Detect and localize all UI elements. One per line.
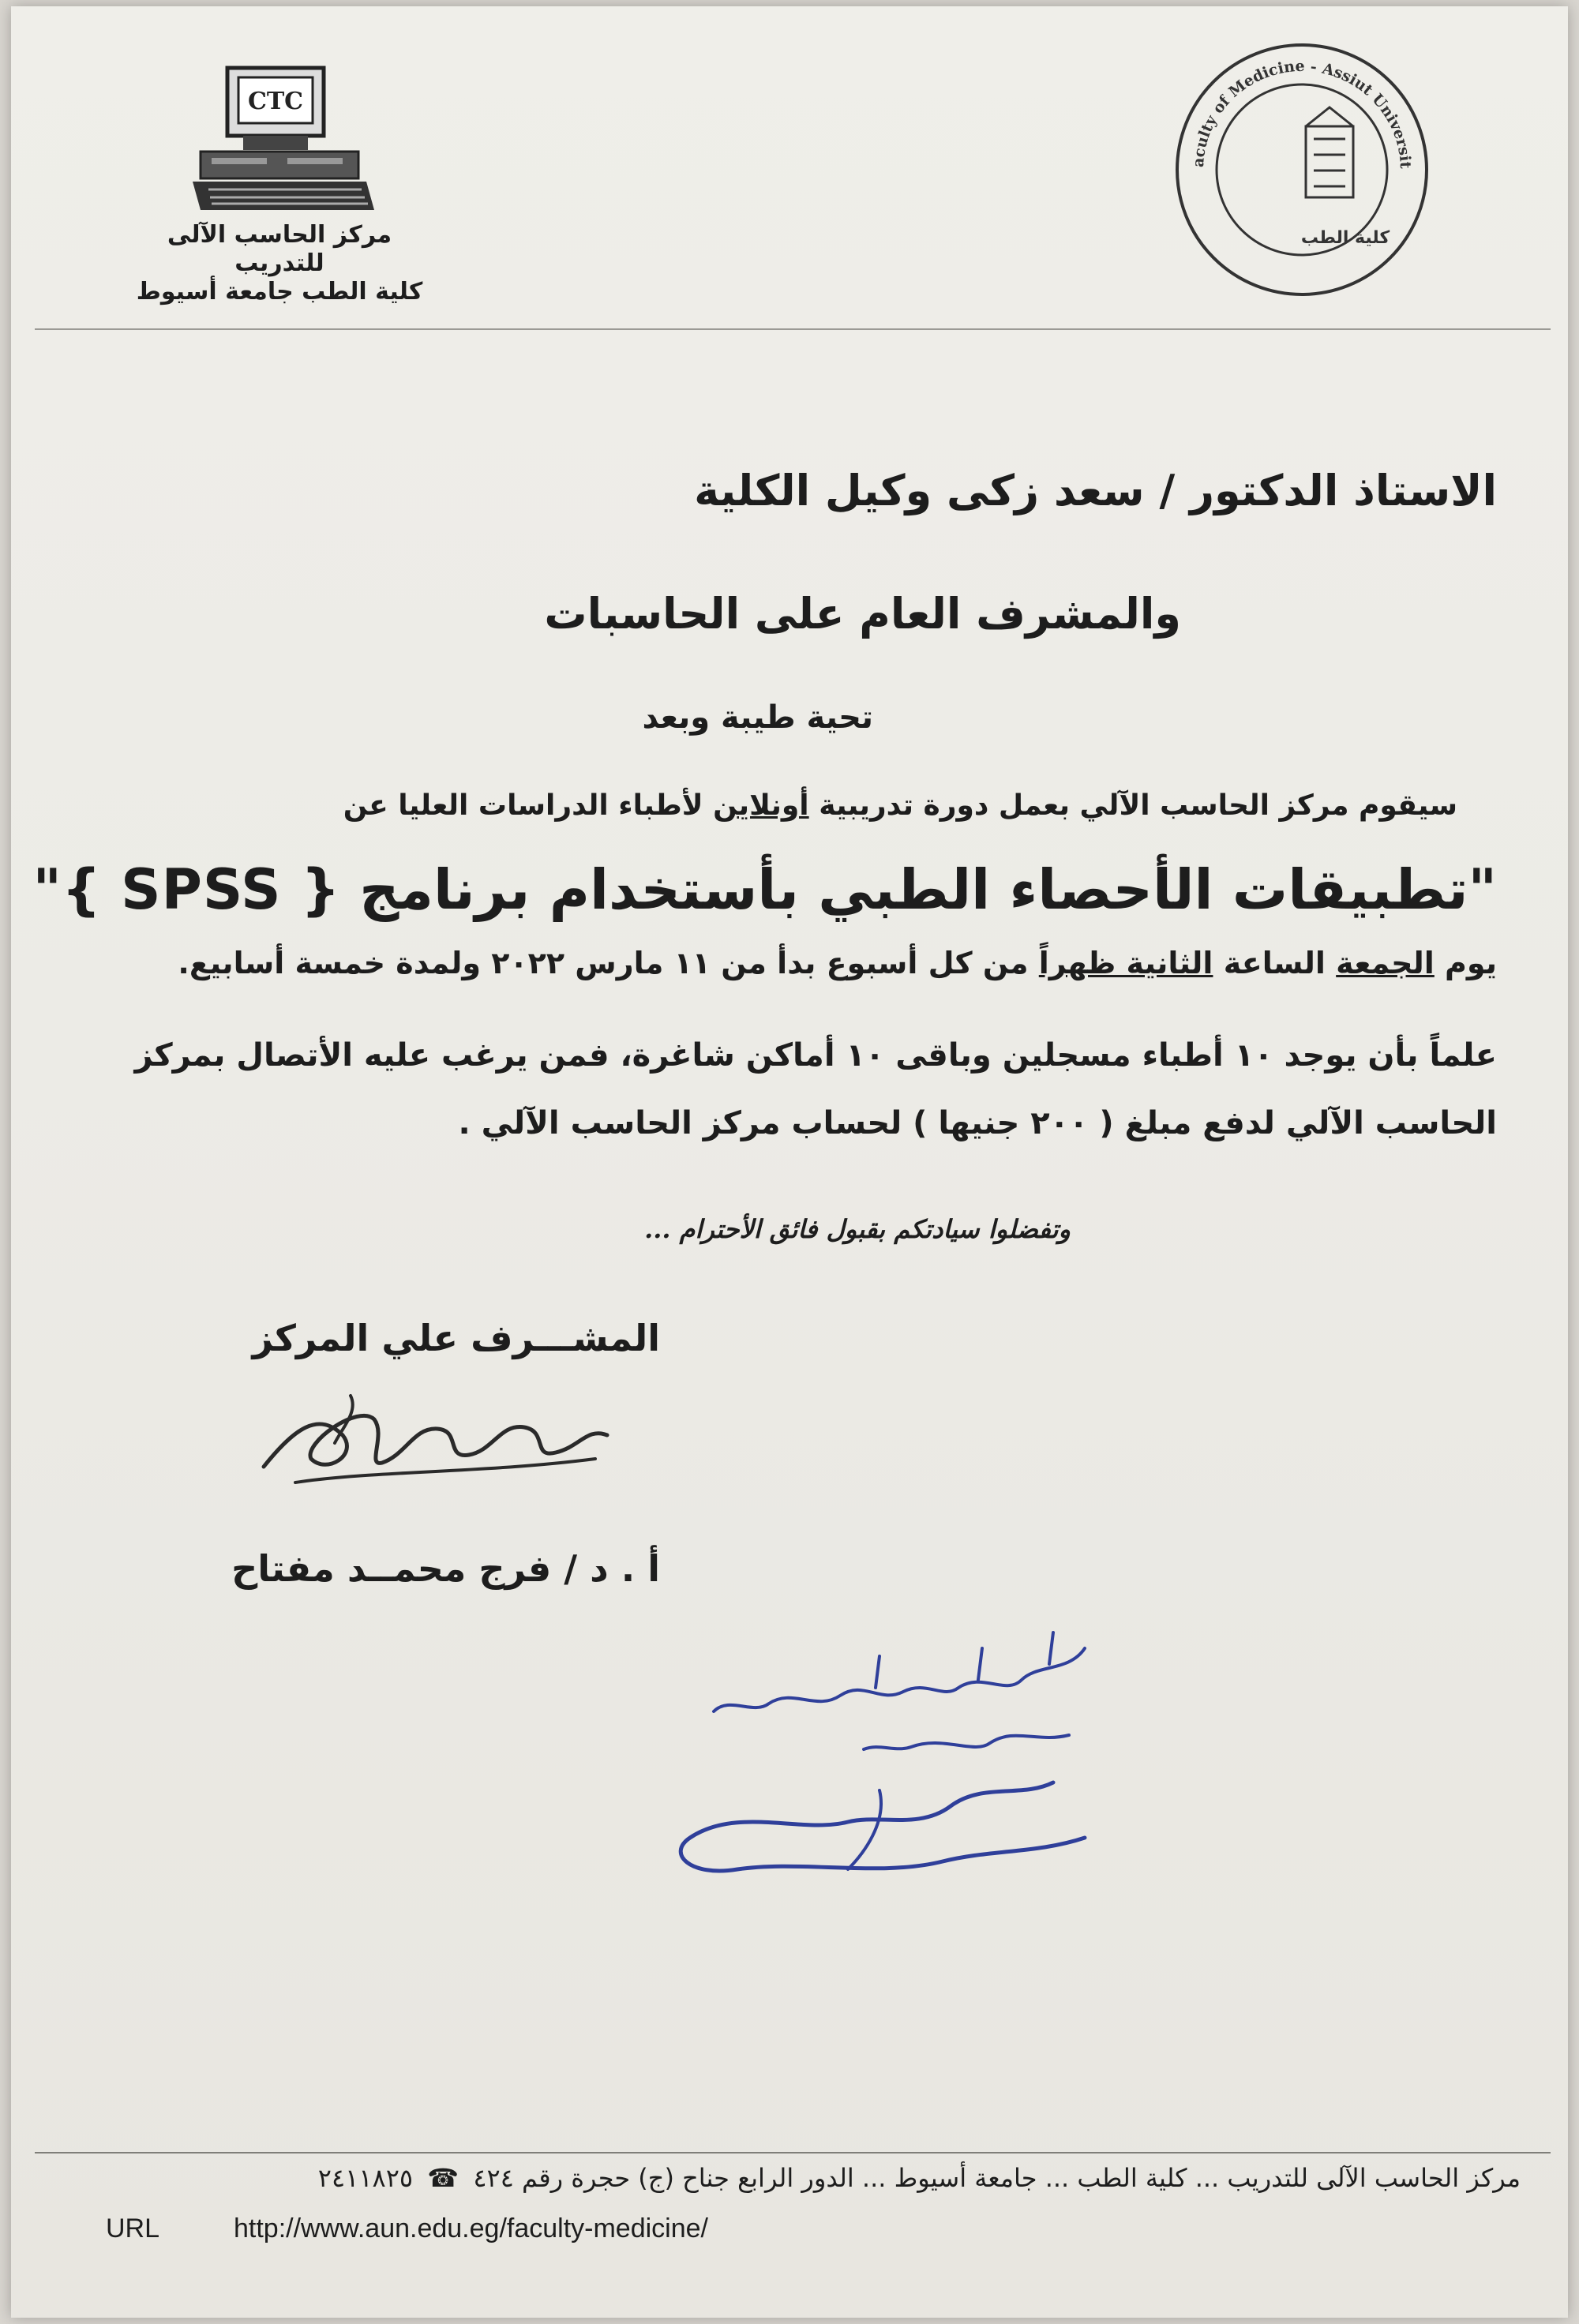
intro-underlined: أونلاين xyxy=(713,789,809,822)
note-line2: الحاسب الآلي لدفع مبلغ ( ٢٠٠ جنيها ) لحساب مركز الحاسب الآلي . xyxy=(458,1105,1497,1141)
schedule-day-label: يوم xyxy=(1445,946,1497,980)
addressee-line1: الاستاذ الدكتور / سعد زكى وكيل الكلية xyxy=(694,466,1497,515)
schedule-time: الثانية ظهراً xyxy=(1038,946,1213,980)
phone-icon: ☎ xyxy=(427,2163,459,2193)
footer-address-line xyxy=(318,2163,1521,2193)
ctc-logo-text: CTC xyxy=(247,88,304,115)
approval-signature xyxy=(643,1617,1132,1917)
footer-divider xyxy=(35,2152,1551,2153)
closing-line: وتفضلوا سيادتكم بقبول فائق الأحترام ... xyxy=(644,1214,1071,1244)
footer-address: مركز الحاسب الآلى للتدريب ... كلية الطب ... جامعة أسيوط ... الدور الرابع جناح (ج) حجرة رقم ٤٢٤ xyxy=(473,2163,1521,2193)
intro-part1: سيقوم مركز الحاسب الآلي بعمل دورة تدريبية xyxy=(819,789,1457,822)
seal-text: aculty of Medicine - Assiut Universit xyxy=(1189,57,1415,169)
intro-part2: لأطباء الدراسات العليا عن xyxy=(343,789,703,822)
ctc-logo xyxy=(193,63,374,213)
course-title: "تطبيقات الأحصاء الطبي بأستخدام برنامج { SPSS }" xyxy=(32,857,1497,922)
schedule-day: الجمعة xyxy=(1336,946,1435,980)
faculty-seal xyxy=(1172,39,1432,300)
note-line1: علماً بأن يوجد ١٠ أطباء مسجلين وباقى ١٠ أماكن شاغرة، فمن يرغب عليه الأتصال بمركز xyxy=(134,1037,1497,1074)
url-link[interactable]: http://www.aun.edu.eg/faculty-medicine/ xyxy=(234,2213,708,2243)
greeting: تحية طيبة وبعد xyxy=(642,699,873,736)
schedule-rest: من كل أسبوع بدأ من ١١ مارس ٢٠٢٢ ولمدة خمسة أسابيع. xyxy=(178,946,1029,980)
ctc-caption-line2: كلية الطب جامعة أسيوط xyxy=(136,278,423,305)
url-label: URL xyxy=(106,2213,160,2243)
letter-page xyxy=(11,6,1568,2318)
seal-caption: كلية الطب xyxy=(1300,228,1390,248)
addressee-line2: والمشرف العام على الحاسبات xyxy=(544,589,1181,639)
schedule-line xyxy=(178,946,1497,980)
intro-paragraph xyxy=(343,789,1457,822)
supervisor-signature xyxy=(248,1380,619,1498)
schedule-time-label: الساعة xyxy=(1223,946,1326,980)
ctc-caption-line1: مركز الحاسب الآلى للتدريب xyxy=(167,221,392,277)
supervisor-name: أ . د / فرج محمــد مفتاح xyxy=(231,1547,660,1590)
footer-phone: ٢٤١١٨٢٥ xyxy=(317,2163,414,2193)
ctc-caption xyxy=(129,221,429,306)
svg-text:Faculty of Medicine - Assiut U xyxy=(1172,39,1414,169)
supervisor-title: المشـــرف علي المركز xyxy=(252,1317,660,1359)
header-divider xyxy=(35,328,1551,330)
